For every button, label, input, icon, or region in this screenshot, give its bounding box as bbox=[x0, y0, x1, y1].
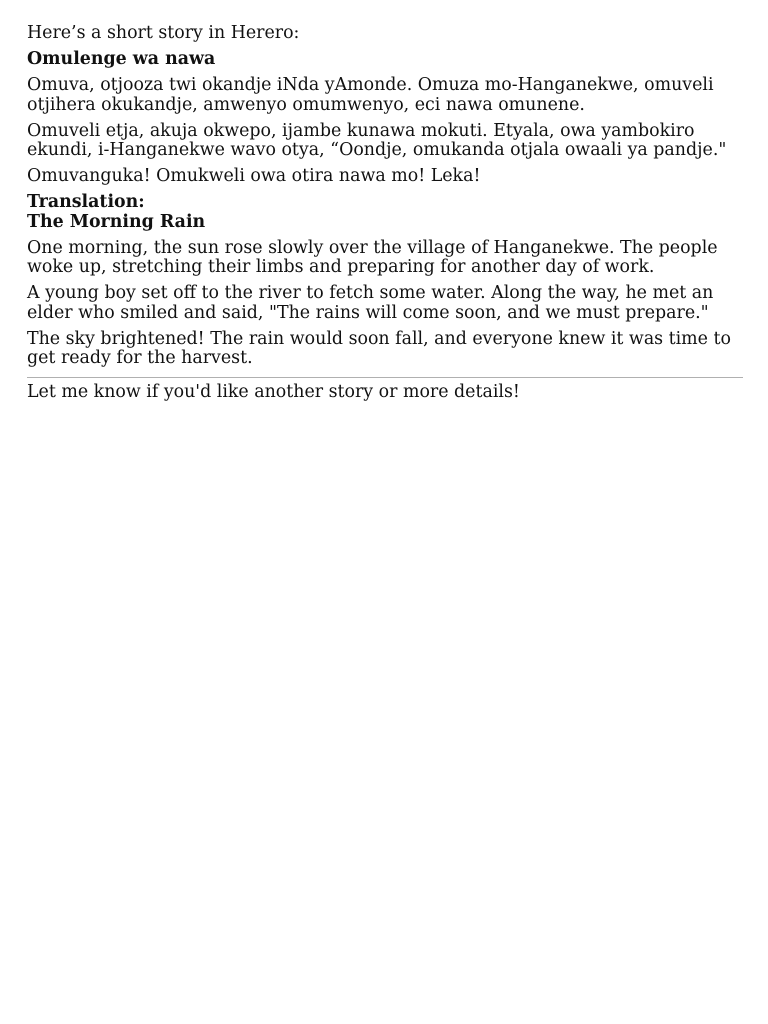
divider bbox=[27, 377, 743, 378]
story-paragraph: Omuveli etja, akuja okwepo, ijambe kunawa mokuti. Etyala, owa yambokiro ekundi, i-Hanganekwe wavo otya, “Oondje, omukanda otjala owaali ya pandje." bbox=[27, 120, 727, 160]
translation-paragraph: A young boy set off to the river to fetch some water. Along the way, he met an elder who smiled and said, "The rains will come soon, and we must prepare." bbox=[27, 283, 714, 323]
story-paragraph: Omuva, otjooza twi okandje iNda yAmonde. Omuza mo-Hanganekwe, omuveli otjihera okukandje, amwenyo omumwenyo, eci nawa omunene. bbox=[27, 75, 714, 115]
closing-text: Let me know if you'd like another story or more details! bbox=[27, 381, 520, 402]
translation-title: The Morning Rain bbox=[27, 211, 206, 232]
story-paragraph: Omuvanguka! Omukweli owa otira nawa mo! Leka! bbox=[27, 166, 481, 186]
story-title: Omulenge wa nawa bbox=[27, 49, 216, 69]
translation-heading bbox=[27, 193, 743, 232]
translation-paragraph: One morning, the sun rose slowly over the village of Hanganekwe. The people woke up, stretching their limbs and preparing for another day of work. bbox=[27, 237, 718, 277]
translation-label: Translation: bbox=[27, 192, 145, 212]
response-document bbox=[27, 24, 743, 409]
translation-paragraph: The sky brightened! The rain would soon fall, and everyone knew it was time to get ready for the harvest. bbox=[27, 328, 731, 368]
intro-text: Here’s a short story in Herero: bbox=[27, 23, 300, 43]
